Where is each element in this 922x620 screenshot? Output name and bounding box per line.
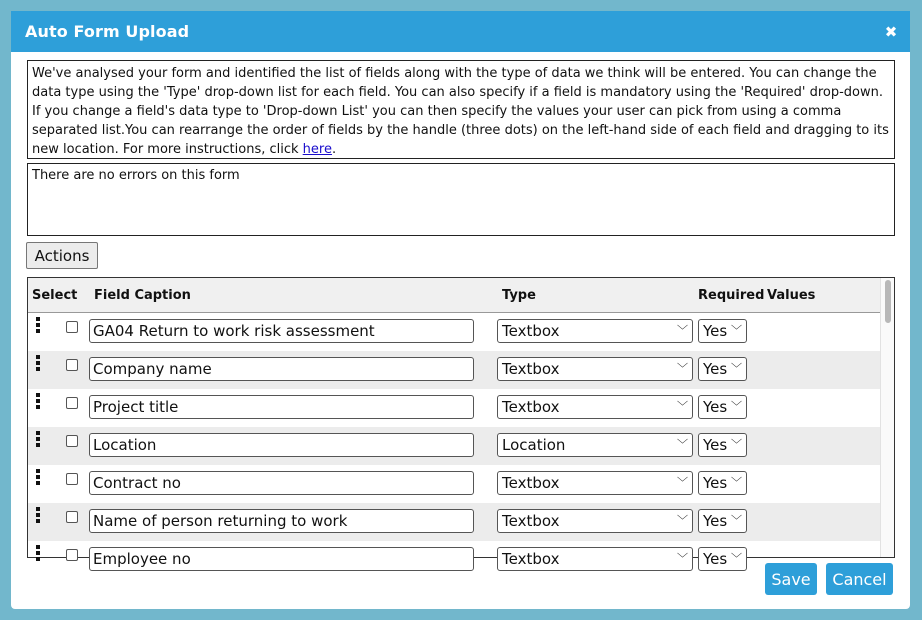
type-select[interactable] xyxy=(497,433,693,457)
instructions-suffix: . xyxy=(331,142,337,157)
type-select-value: Textbox xyxy=(502,322,560,340)
errors-text: There are no errors on this form xyxy=(32,168,240,183)
select-checkbox[interactable] xyxy=(66,511,78,523)
chevron-down-icon: ﹀ xyxy=(731,438,742,451)
header-select: Select xyxy=(32,288,78,303)
required-select[interactable] xyxy=(698,357,747,381)
table-header xyxy=(28,278,894,313)
required-select-value: Yes xyxy=(703,550,728,568)
drag-handle-icon[interactable] xyxy=(36,545,42,563)
select-checkbox[interactable] xyxy=(66,549,78,561)
table-row xyxy=(28,313,894,351)
chevron-down-icon: ﹀ xyxy=(731,362,742,375)
save-button[interactable]: Save xyxy=(765,563,817,595)
chevron-down-icon: ﹀ xyxy=(677,324,688,337)
chevron-down-icon: ﹀ xyxy=(677,476,688,489)
type-select-value: Location xyxy=(502,436,566,454)
dialog-title: Auto Form Upload xyxy=(25,22,190,41)
instructions-panel xyxy=(27,60,895,159)
chevron-down-icon: ﹀ xyxy=(677,552,688,565)
instructions-text: We've analysed your form and identified the list of fields along with the type of data we think will be entered. You can change the data type using the 'Type' drop-down list for each field. You can also specify if a field is mandatory using the 'Required' drop-down. If you change a field's data type to 'Drop-down List' you can then specify the values your user can pick from using a comma separated list.You can rearrange the order of fields by the handle (three dots) on the left-hand side of each field and dragging to its new location. For more instructions, click xyxy=(32,66,889,157)
actions-button[interactable]: Actions xyxy=(26,242,98,269)
header-type: Type xyxy=(502,288,536,303)
select-checkbox[interactable] xyxy=(66,473,78,485)
chevron-down-icon: ﹀ xyxy=(731,400,742,413)
field-caption-input[interactable]: Location xyxy=(89,433,474,457)
type-select-value: Textbox xyxy=(502,550,560,568)
required-select-value: Yes xyxy=(703,474,728,492)
auto-form-upload-dialog xyxy=(11,11,910,609)
type-select-value: Textbox xyxy=(502,512,560,530)
drag-handle-icon[interactable] xyxy=(36,507,42,525)
required-select-value: Yes xyxy=(703,322,728,340)
required-select[interactable] xyxy=(698,319,747,343)
chevron-down-icon: ﹀ xyxy=(677,400,688,413)
chevron-down-icon: ﹀ xyxy=(731,514,742,527)
drag-handle-icon[interactable] xyxy=(36,355,42,373)
type-select[interactable] xyxy=(497,395,693,419)
required-select[interactable] xyxy=(698,433,747,457)
type-select-value: Textbox xyxy=(502,360,560,378)
fields-table xyxy=(27,277,895,568)
type-select[interactable] xyxy=(497,357,693,381)
field-caption-input[interactable]: Employee no xyxy=(89,547,474,571)
drag-handle-icon[interactable] xyxy=(36,469,42,487)
field-caption-input[interactable]: Company name xyxy=(89,357,474,381)
required-select-value: Yes xyxy=(703,360,728,378)
select-checkbox[interactable] xyxy=(66,359,78,371)
field-caption-input[interactable]: Project title xyxy=(89,395,474,419)
select-checkbox[interactable] xyxy=(66,435,78,447)
instructions-link[interactable]: here xyxy=(302,142,332,157)
errors-panel xyxy=(27,163,895,236)
chevron-down-icon: ﹀ xyxy=(731,324,742,337)
table-row xyxy=(28,465,894,503)
required-select-value: Yes xyxy=(703,398,728,416)
type-select[interactable] xyxy=(497,509,693,533)
chevron-down-icon: ﹀ xyxy=(731,476,742,489)
type-select[interactable] xyxy=(497,471,693,495)
header-field-caption: Field Caption xyxy=(94,288,191,303)
chevron-down-icon: ﹀ xyxy=(677,438,688,451)
select-checkbox[interactable] xyxy=(66,321,78,333)
required-select[interactable] xyxy=(698,395,747,419)
chevron-down-icon: ﹀ xyxy=(731,552,742,565)
field-caption-input[interactable]: Contract no xyxy=(89,471,474,495)
drag-handle-icon[interactable] xyxy=(36,393,42,411)
cancel-button[interactable]: Cancel xyxy=(826,563,893,595)
header-required: Required xyxy=(698,288,765,303)
drag-handle-icon[interactable] xyxy=(36,317,42,335)
scrollbar-thumb[interactable] xyxy=(885,280,891,323)
type-select-value: Textbox xyxy=(502,474,560,492)
table-row xyxy=(28,351,894,389)
type-select[interactable] xyxy=(497,547,693,571)
drag-handle-icon[interactable] xyxy=(36,431,42,449)
dialog-titlebar xyxy=(11,11,910,52)
required-select[interactable] xyxy=(698,471,747,495)
table-body xyxy=(28,313,894,579)
close-icon[interactable]: ✖ xyxy=(884,22,898,41)
chevron-down-icon: ﹀ xyxy=(677,514,688,527)
required-select[interactable] xyxy=(698,509,747,533)
required-select-value: Yes xyxy=(703,512,728,530)
table-row xyxy=(28,389,894,427)
field-caption-input[interactable]: Name of person returning to work xyxy=(89,509,474,533)
header-values: Values xyxy=(767,288,816,303)
type-select[interactable] xyxy=(497,319,693,343)
field-caption-input[interactable]: GA04 Return to work risk assessment xyxy=(89,319,474,343)
required-select[interactable] xyxy=(698,547,747,571)
table-row xyxy=(28,503,894,541)
type-select-value: Textbox xyxy=(502,398,560,416)
required-select-value: Yes xyxy=(703,436,728,454)
chevron-down-icon: ﹀ xyxy=(677,362,688,375)
table-scrollbar[interactable] xyxy=(880,278,894,557)
table-row xyxy=(28,427,894,465)
select-checkbox[interactable] xyxy=(66,397,78,409)
